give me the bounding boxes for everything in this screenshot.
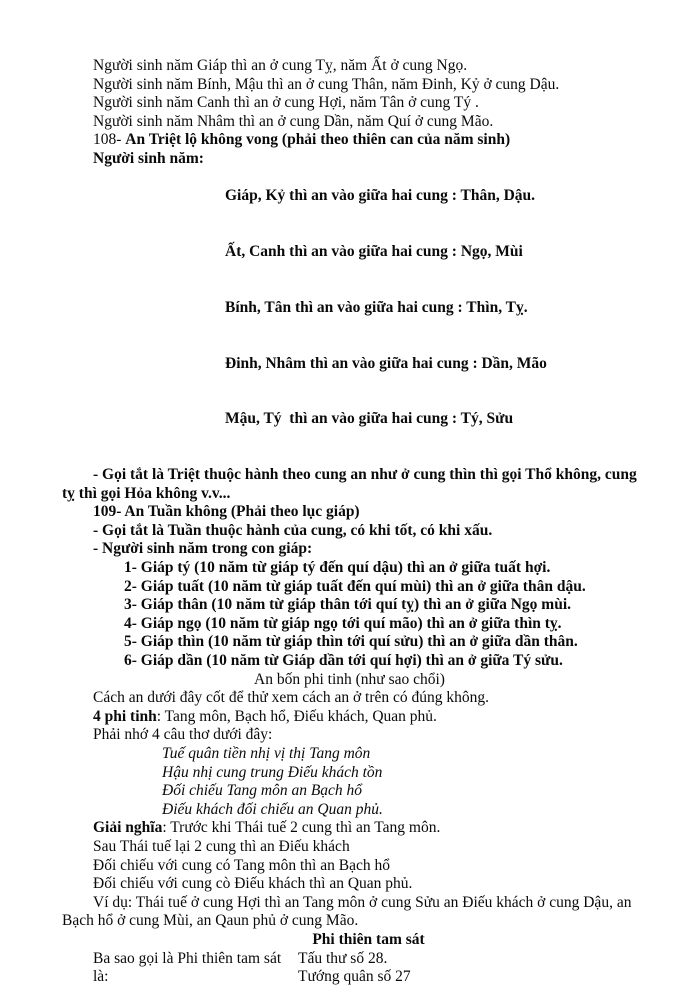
phi-tinh-heading: An bốn phi tinh (như sao chổi) <box>254 670 445 688</box>
rule-line: Giáp, Kỷ thì an vào giữa hai cung : Thân, Dậu. <box>225 187 536 205</box>
giai-nghia-label: Giải nghĩa <box>93 819 163 837</box>
intro-line: Người sinh năm Canh thì an ở cung Hợi, năm Tân ở cung Tý . <box>93 94 479 112</box>
poem-line: Tuế quân tiền nhị vị thị Tang môn <box>162 744 371 762</box>
explain-line: Đối chiếu với cung cò Điếu khách thì an Quan phủ. <box>93 875 413 893</box>
phi-tinh-four-line <box>62 708 637 727</box>
phi-thien-label: Ba sao gọi là Phi thiên tam sát là: <box>93 949 282 986</box>
section-108-number: 108- <box>93 131 126 149</box>
explain-line: Đối chiếu với cung có Tang môn thì an Bạch hổ <box>93 856 390 874</box>
intro-line: Người sinh năm Nhâm thì an ở cung Dần, năm Quí ở cung Mão. <box>93 112 494 130</box>
poem-block <box>62 745 637 819</box>
example-paragraph: Ví dụ: Thái tuế ở cung Hợi thì an Tang môn ở cung Sửu an Điếu khách ở cung Dậu, an Bạch hổ ở cung Mùi, an Qaun phủ ở cung Mão. <box>62 893 632 930</box>
giap-list-item: 4- Giáp ngọ (10 năm từ giáp ngọ tới quí mão) thì an ở giữa thìn tỵ. <box>124 614 562 632</box>
phi-tinh-section <box>62 671 637 931</box>
explain-line: Sau Thái tuế lại 2 cung thì an Điếu khách <box>93 837 350 855</box>
giap-list-item: 1- Giáp tý (10 năm từ giáp tý đến quí dậu) thì an ở giữa tuất hợi. <box>124 559 551 577</box>
phi-thien-heading: Phi thiên tam sát <box>312 930 425 948</box>
giap-list-item: 5- Giáp thìn (10 năm từ giáp thìn tới quí sửu) thì an ở giữa dần thân. <box>124 633 578 651</box>
rule-line: Đinh, Nhâm thì an vào giữa hai cung : Dần, Mão <box>225 354 547 372</box>
phi-thien-item: Tướng quân số 27 <box>298 968 411 986</box>
phi-thien-item: Tấu thư số 28. <box>298 949 388 967</box>
poem-line: Điếu khách đối chiếu an Quan phủ. <box>162 800 383 818</box>
section-109-line: - Gọi tắt là Tuần thuộc hành của cung, có khi tốt, có khi xấu. <box>93 521 493 539</box>
poem-line: Hậu nhị cung trung Điếu khách tồn <box>162 763 383 781</box>
phi-thien-section <box>62 931 637 987</box>
section-109-list <box>62 559 637 671</box>
rule-line: Mậu, Tý thì an vào giữa hai cung : Tý, Sửu <box>225 410 514 428</box>
phi-tinh-four-text: : Tang môn, Bạch hổ, Điếu khách, Quan phủ. <box>156 707 437 725</box>
phi-thien-items <box>298 950 637 987</box>
phi-tinh-intro: Cách an dưới đây cốt để thử xem cách an ở trên có đúng không. <box>93 689 490 707</box>
section-109-line: - Người sinh năm trong con giáp: <box>93 540 313 558</box>
section-109-heading: 109- An Tuần không (Phải theo lục giáp) <box>93 503 360 521</box>
section-109 <box>62 503 637 670</box>
section-108-note: - Gọi tắt là Triệt thuộc hành theo cung an như ở cung thìn thì gọi Thổ không, cung tỵ thì gọi Hỏa không v.v... <box>62 466 637 502</box>
section-108-title: An Triệt lộ không vong (phải theo thiên can của năm sinh) <box>125 131 511 149</box>
intro-block <box>62 57 637 131</box>
section-108-heading <box>62 131 637 150</box>
section-108-rules-list <box>225 150 637 466</box>
giap-list-item: 6- Giáp dần (10 năm từ Giáp dần tới quí hợi) thì an ở giữa Tý sửu. <box>124 652 563 669</box>
intro-line: Người sinh năm Bính, Mậu thì an ở cung Thân, năm Đinh, Kỷ ở cung Dậu. <box>93 75 560 93</box>
rule-line: Bính, Tân thì an vào giữa hai cung : Thìn, Tỵ. <box>225 298 528 316</box>
section-108 <box>62 131 637 503</box>
giai-nghia-line <box>62 819 637 838</box>
section-108-rules <box>62 150 637 466</box>
phi-tinh-four-label: 4 phi tinh <box>93 707 157 725</box>
giai-nghia-text: : Trước khi Thái tuế 2 cung thì an Tang môn. <box>162 819 441 837</box>
giap-list-item: 2- Giáp tuất (10 năm từ giáp tuất đến quí mùi) thì an ở giữa thân dậu. <box>124 577 586 595</box>
intro-line: Người sinh năm Giáp thì an ở cung Tỵ, năm Ất ở cung Ngọ. <box>93 57 468 74</box>
poem-intro: Phải nhớ 4 câu thơ dưới đây: <box>93 726 273 744</box>
rule-line: Ất, Canh thì an vào giữa hai cung : Ngọ, Mùi <box>225 242 523 260</box>
phi-thien-list-block <box>62 950 637 987</box>
poem-line: Đối chiếu Tang môn an Bạch hổ <box>162 782 363 800</box>
section-108-rules-label: Người sinh năm: <box>93 149 204 167</box>
giap-list-item: 3- Giáp thân (10 năm từ giáp thân tới quí tỵ) thì an ở giữa Ngọ mùi. <box>124 596 572 614</box>
